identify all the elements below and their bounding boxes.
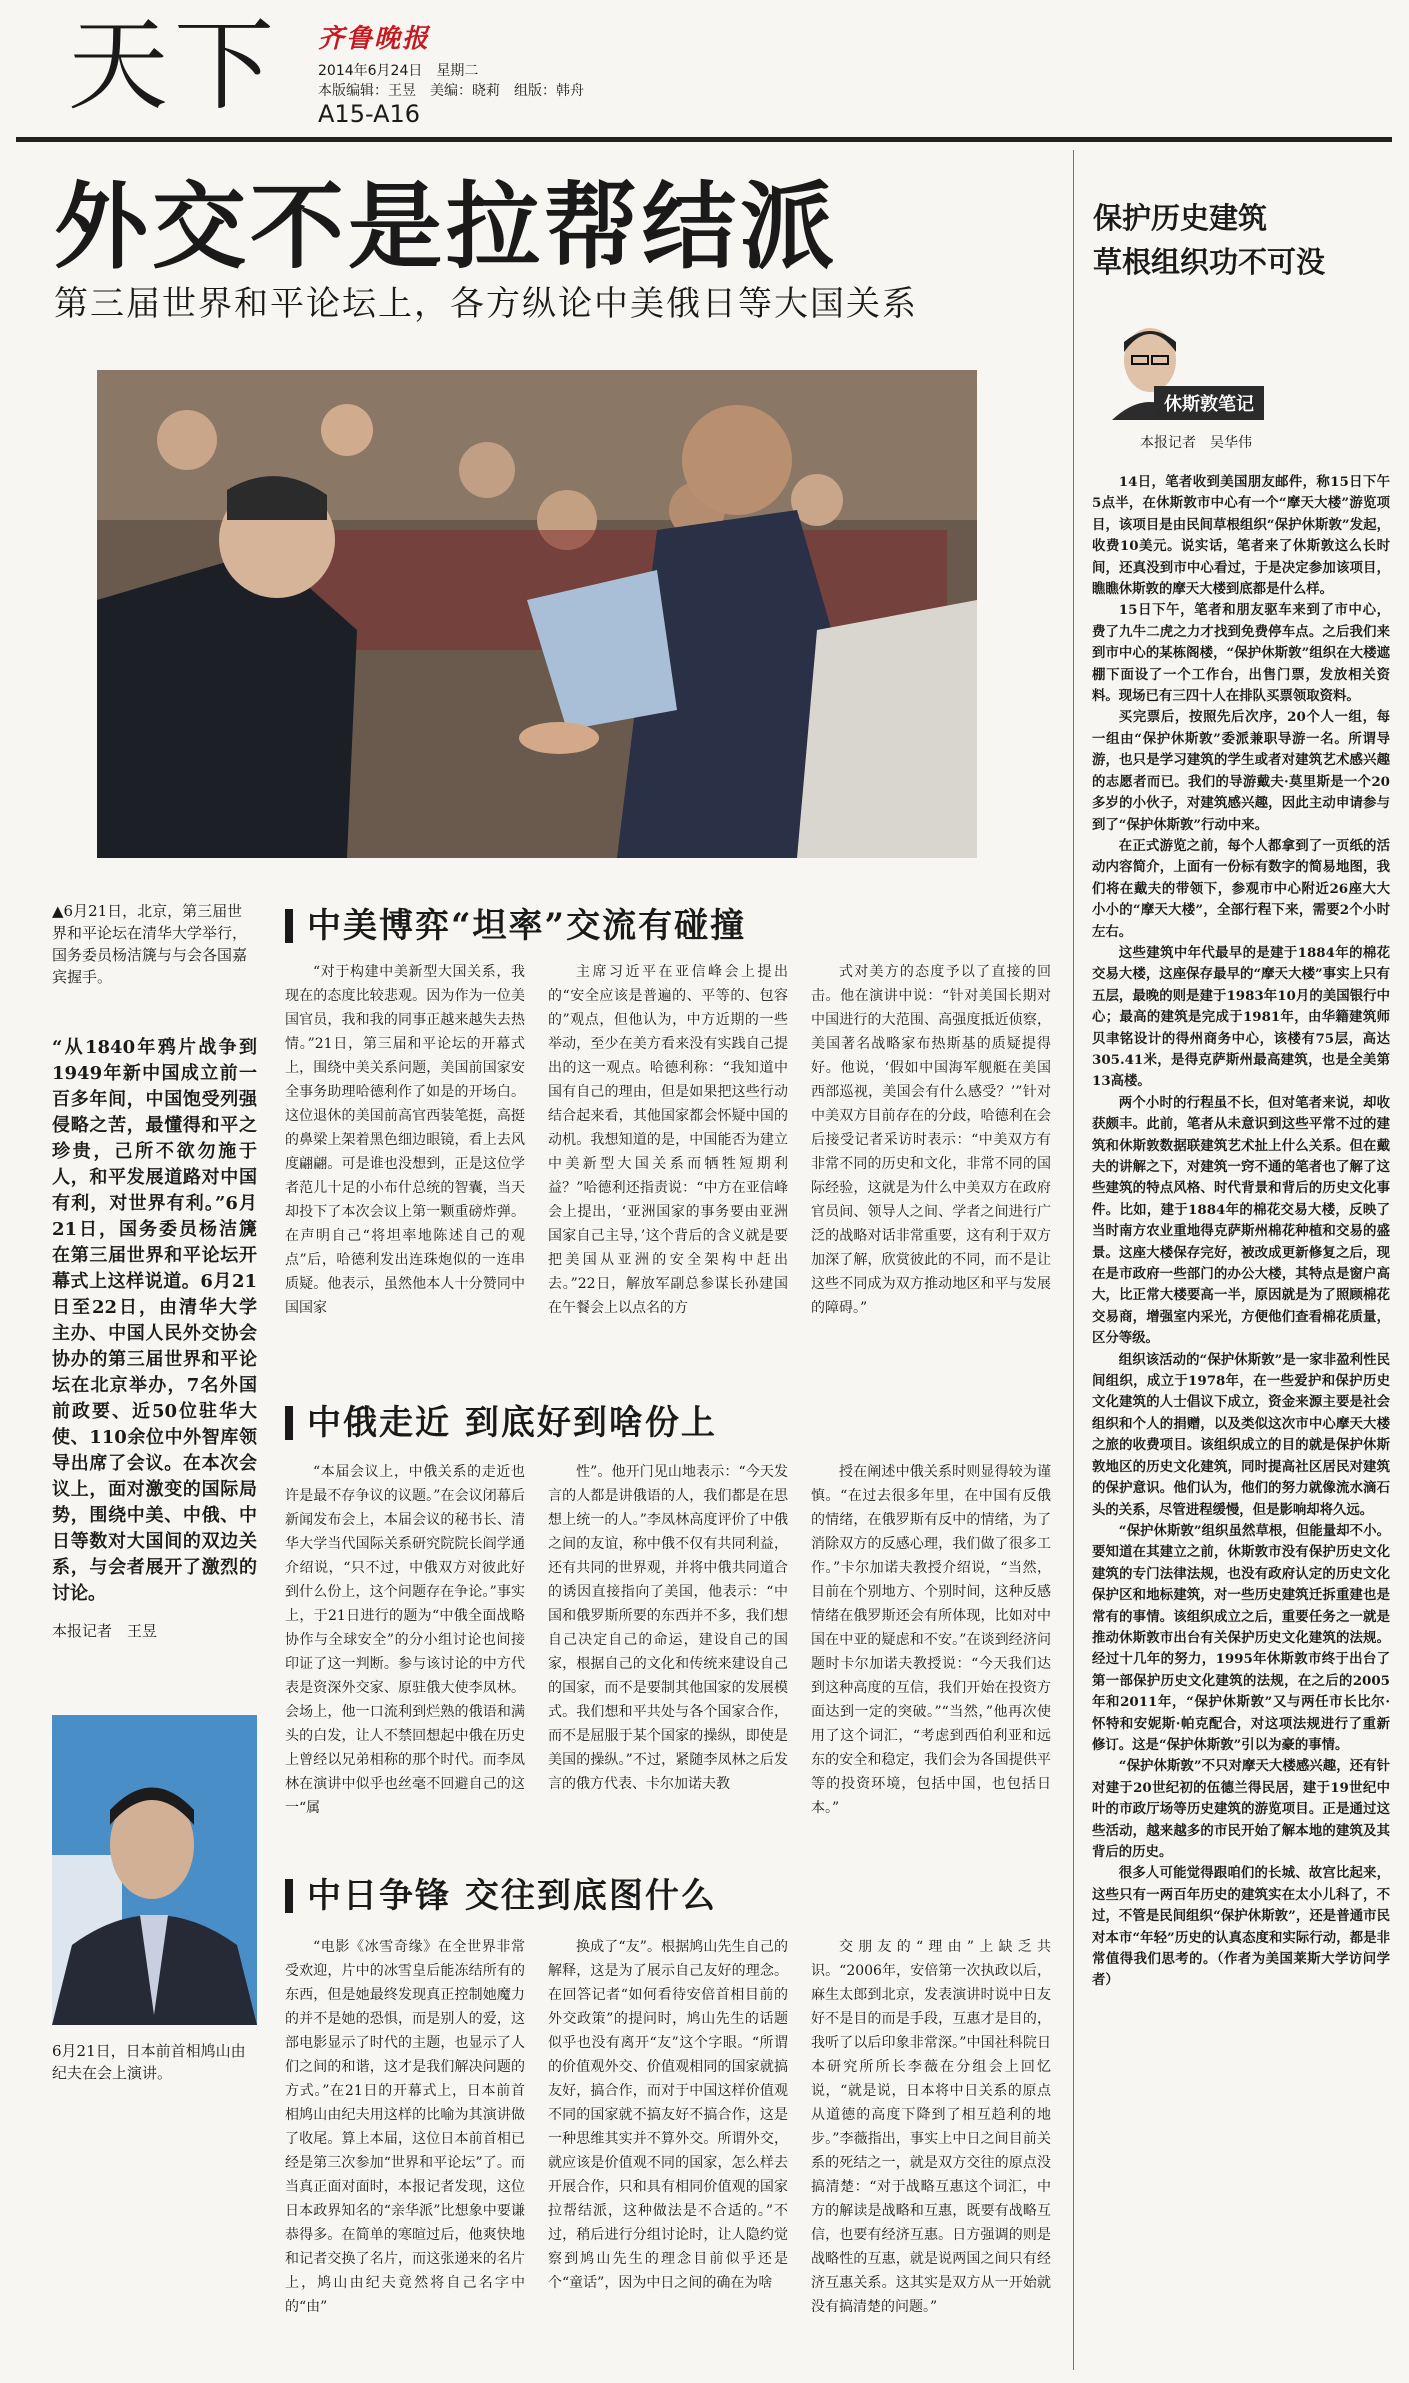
column-byline: 本报记者 吴华伟 [1140,435,1252,451]
section-title-us-china: 中美博弈“坦率”交流有碰撞 [285,898,746,947]
headline: 外交不是拉帮结派 [54,172,839,282]
column-title-line2: 草根组织功不可没 [1093,245,1326,279]
page-numbers: A15-A16 [318,100,421,128]
section1-col2: 主席习近平在亚信峰会上提出的“安全应该是普遍的、平等的、包容的”观点，但他认为，中方近期的一些举动，至少在美方看来没有实践自己提出的这一观点。哈德利称：“我知道中国有自己的理由，但是如果把这些行动结合起来看，其他国家都会怀疑中国的动机。我想知道的是，中国能否为建立中美新型大国关系而牺牲短期利益？”哈德利还指责说：“中方在亚信峰会上提出，‘亚洲国家的事务要由亚洲国家自己主导，’这个背后的含义就是要把美国从亚洲的安全架构中赶出去。”22日，解放军副总参谋长孙建国在午餐会上以点名的方 [548,964,788,1316]
subheadline: 第三届世界和平论坛上，各方纵论中美俄日等大国关系 [54,284,918,324]
column-name-tag: 休斯敦笔记 [1154,386,1264,420]
section2-col1: “本届会议上，中俄关系的走近也许是最不存争议的议题。”在会议闭幕后新闻发布会上，本届会议的秘书长、清华大学当代国际关系研究院院长阎学通介绍说，“只不过，中俄双方对彼此好到什么份上，这个问题存在争论。”事实上，于21日进行的题为“中俄全面战略协作与全球安全”的分小组讨论也间接印证了这一判断。参与该讨论的中方代表是资深外交家、原驻俄大使李凤林。会场上，他一口流利到烂熟的俄语和满头的白发，让人不禁回想起中俄在历史上曾经以兄弟相称的那个时代。而李凤林在演讲中似乎也丝毫不回避自己的这一“属 [285,1464,525,1816]
section1-col1: “对于构建中美新型大国关系，我现在的态度比较悲观。因为作为一位美国官员，我和我的同事正越来越失去热情。”21日，第三届和平论坛的开幕式上，围绕中美关系问题，美国前国家安全事务助理哈德利作了如是的开场白。这位退休的美国前高官西装笔挺，高挺的鼻梁上架着黑色细边眼镜，看上去风度翩翩。可是谁也没想到，正是这位学者范儿十足的小布什总统的智囊，当天却投下了本次会议上第一颗重磅炸弹。在声明自己“将坦率地陈述自己的观点”后，哈德利发出连珠炮似的一连串质疑。他表示，虽然他本人十分赞同中国国家 [285,964,525,1316]
main-photo-handshake [97,370,977,858]
section3-col1: “电影《冰雪奇缘》在全世界非常受欢迎，片中的冰雪皇后能冻结所有的东西，但是她最终发现真正控制她魔力的并不是她的恐惧，而是别人的爱，这部电影显示了时代的主题，也显示了人们之间的和谐，这才是我们解决问题的方式。”在21日的开幕式上，日本前首相鸠山由纪夫用这样的比喻为其演讲做了收尾。算上本届，这位日本前首相已经是第三次参加“世界和平论坛”了。而当真正面对面时，本报记者发现，这位日本政界知名的“亲华派”比想象中要谦恭得多。在简单的寒暄过后，他爽快地和记者交换了名片，而这张递来的名片上，鸠山由纪夫竟然将自己名字中的“由” [285,1939,525,2315]
intro-text: “从1840年鸦片战争到1949年新中国成立前一百多年间，中国饱受列强侵略之苦，最懂得和平之珍贵，己所不欲勿施于人，和平发展道路对中国有利，对世界有利。”6月21日，国务委员杨洁篪在第三届世界和平论坛开幕式上这样说道。6月21日至22日，由清华大学主办、中国人民外交协会协办的第三届世界和平论坛在北京举办，7名外国前政要、近50位驻华大使、110余位中外智库领导出席了会议。在本次会议上，面对激变的国际局势，围绕中美、中俄、中日等数对大国间的双边关系，与会者展开了激烈的讨论。 [52,1037,257,1604]
photo-illustration [97,370,977,858]
section1-col3: 式对美方的态度予以了直接的回击。他在演讲中说：“针对美国长期对中国进行的大范围、高强度抵近侦察，美国著名战略家布热斯基的质疑提得好。他说，‘假如中国海军舰艇在美国西部巡视，美国会有什么感受？’”针对中美双方目前存在的分歧，哈德利在会后接受记者采访时表示：“中美双方有非常不同的历史和文化，非常不同的国际经验，这就是为什么中美双方在政府官员间、领导人之间、学者之间进行广泛的战略对话非常重要，这有利于双方加深了解，欣赏彼此的不同，而不是让这些不同成为双方推动地区和平与发展的障碍。” [811,964,1051,1316]
section3-col3: 交朋友的“理由”上缺乏共识。“2006年，安倍第一次执政以后，麻生太郎到北京，发表演讲时说中日友好不是目的而是手段，互惠才是目的，我听了以后印象非常深。”中国社科院日本研究所所长李薇在分组会上回忆说，“就是说，日本将中日关系的原点从道德的高度下降到了相互趋利的地步。”李薇指出，事实上中日之间目前关系的死结之一，就是双方交往的原点没搞清楚：“对于战略互惠这个词汇，中方的解读是战略和互惠，既要有战略互信，也要有经济互惠。日方强调的则是战略性的互惠，就是说两国之间只有经济互惠关系。这其实是双方从一开始就没有搞清楚的问题。” [811,1939,1051,2315]
masthead-divider [16,137,1392,142]
right-column-divider [1073,150,1074,2370]
section-title-china-japan: 中日争锋 交往到底图什么 [285,1868,717,1917]
section2-col2: 性”。他开门见山地表示：“今天发言的人都是讲俄语的人，我们都是在思想上统一的人。”李凤林高度评价了中俄之间的友谊，称中俄不仅有共同利益，还有共同的世界观，并将中俄共同道合的诱因直接指向了美国，他表示：“中国和俄罗斯所要的东西并不多，我们想自己决定自己的命运，建设自己的国家，根据自己的文化和传统来建设自己的国家，而不是要制其他国家的发展模式。我们想和平共处与各个国家合作，而不是屈服于某个国家的操纵，即使是美国的操纵。”不过，紧随李凤林之后发言的俄方代表、卡尔加诺夫教 [548,1464,788,1792]
section2-col3: 授在阐述中俄关系时则显得较为谨慎。“在过去很多年里，在中国有反俄的情绪，在俄罗斯有反中的情绪，为了消除双方的反感心理，我们做了很多工作。”卡尔加诺夫教授介绍说，“当然，目前在个别地方、个别时间，这种反感情绪在俄罗斯还会有所体现，比如对中国在中亚的疑虑和不安。”在谈到经济问题时卡尔加诺夫教授说：“今天我们达到这种高度的互信，我们开始在投资方面达到一定的突破。”“当然，”他再次使用了这个词汇，“考虑到西伯利亚和远东的安全和稳定，我们会为各国提供平等的投资环境，包括中国，也包括日本。” [811,1464,1051,1816]
column-badge [1090,316,1310,420]
newspaper-logo: 齐鲁晚报 [318,24,431,54]
section-title-china-russia: 中俄走近 到底好到啥份上 [285,1395,717,1444]
issue-date: 2014年6月24日 星期二 [318,63,479,79]
small-photo-caption: 6月21日，日本前首相鸠山由纪夫在会上演讲。 [52,2042,246,2082]
small-photo-hatoyama [52,1715,257,2025]
section-title: 天下 [68,7,280,124]
photo-illustration-small [52,1715,257,2025]
main-photo-caption: ▲6月21日，北京，第三届世界和平论坛在清华大学举行，国务委员杨洁篪与与会各国嘉宾握手。 [52,902,248,986]
column-body: 14日，笔者收到美国朋友邮件，称15日下午5点半，在休斯敦市中心有一个“摩天大楼”游览项目，该项目是由民间草根组织“保护休斯敦”发起，收费10美元。说实话，笔者来了休斯敦这么长时间，还真没到市中心看过，于是决定参加该项目，瞧瞧休斯敦的摩天大楼到底都是什么样。 15日下午，笔者和朋友驱车来到了市中心，费了九牛二虎之力才找到免费停车点。之后我们来到市中心的某栋阁楼，“保护休斯敦”组织在大楼遮棚下面设了一个工作台，出售门票，发放相关资料。现场已有三四十人在排队买票领取资料。 买完票后，按照先后次序，20个人一组，每一组由“保护休斯敦”委派兼职导游一名。所谓导游，也只是学习建筑的学生或者对建筑艺术感兴趣的志愿者而已。我们的导游戴夫·莫里斯是一个20多岁的小伙子，对建筑感兴趣，因此主动申请参与到了“保护休斯敦”行动中来。 在正式游览之前，每个人都拿到了一页纸的活动内容简介，上面有一份标有数字的简易地图，我们将在戴夫的带领下，参观市中心附近26座大大小小的“摩天大楼”，全部行程下来，需要2个小时左右。 这些建筑中年代最早的是建于1884年的棉花交易大楼，这座保存最早的“摩天大楼”事实上只有五层，最晚的则是建于1983年10月的美国银行中心；最高的建筑是完成于1981年，由华籍建筑师贝聿铭设计的得州商务中心，该楼有75层，高达305.41米，是得克萨斯州最高建筑，也是全美第13高楼。 两个小时的行程虽不长，但对笔者来说，却收获颇丰。此前，笔者从未意识到这些平常不过的建筑和休斯敦数据联建筑艺术扯上什么关系。但在戴夫的讲解之下，对建筑一窍不通的笔者也了解了这些建筑的特点风格、时代背景和背后的历史文化事件。比如，建于1884年的棉花交易大楼，反映了当时南方农业重地得克萨斯州棉花种植和交易的盛景。这座大楼保存完好，被改成更新修复之后，现在是市政府一些部门的办公大楼，其特点是窗户高大，比正常大楼要高一半，原因就是为了照顾棉花交易商，增强室内采光，方便他们查看棉花质量，区分等级。 组织该活动的“保护休斯敦”是一家非盈利性民间组织，成立于1978年，在一些爱护和保护历史文化建筑的人士倡议下成立，资金来源主要是社会组织和个人的捐赠，以及类似这次市中心摩天大楼之旅的收费项目。该组织成立的目的就是保护休斯敦地区的历史文化建筑，同时提高社区居民对建筑的保护意识。他们认为，他们的努力就像流水滴石头的关系，尽管进程缓慢，但是影响却将久远。 “保护休斯敦”组织虽然草根，但能量却不小。要知道在其建立之前，休斯敦市没有保护历史文化建筑的专门法律法规，也没有政府认定的历史文化保护区和地标建筑，对一些历史建筑迁拆重建也是常有的事情。该组织成立之后，重要任务之一就是推动休斯敦市出台有关保护历史文化建筑的法规。经过十几年的努力，1995年休斯敦市终于出台了第一部保护历史文化建筑的法规，在之后的2005年和2011年，“保护休斯敦”又与两任市长比尔·怀特和安妮斯·帕克配合，对这项法规进行了重新修订。这是“保护休斯敦”引以为豪的事情。 “保护休斯敦”不只对摩天大楼感兴趣，还有针对建于20世纪初的伍德兰得民居，建于19世纪中叶的市政厅场等历史建筑的游览项目。正是通过这些活动，越来越多的市民开始了解本地的建筑及其背后的历史。 很多人可能觉得跟咱们的长城、故宫比起来，这些只有一两百年历史的建筑实在太小儿科了，不过，不管是民间组织“保护休斯敦”，还是普通市民对本市“年轻”历史的认真态度和实际行动，都是非常值得我们思考的。（作者为美国莱斯大学访问学者） [1092,474,1390,1989]
column-title-line1: 保护历史建筑 [1093,201,1268,235]
section3-col2: 换成了“友”。根据鸠山先生自己的解释，这是为了展示自己友好的理念。在回答记者“如何看待安倍首相目前的外交政策”的提问时，鸠山先生的话题似乎也没有离开“友”这个字眼。“所谓的价值观外交、价值观相同的国家就搞友好，搞合作，而对于中国这样价值观不同的国家就不搞友好不搞合作，这是一种思维其实并不算外交。所谓外交，就应该是价值观不同的国家，怎么样去开展合作，只和具有相同价值观的国家拉帮结派，这种做法是不合适的。”不过，稍后进行分组讨论时，让人隐约觉察到鸠山先生的理念目前似乎还是个“童话”，因为中日之间的确在为啥 [548,1939,788,2291]
page-editors: 本版编辑：王昱 美编：晓莉 组版：韩舟 [318,83,584,99]
intro-byline: 本报记者 王昱 [52,1622,158,1640]
